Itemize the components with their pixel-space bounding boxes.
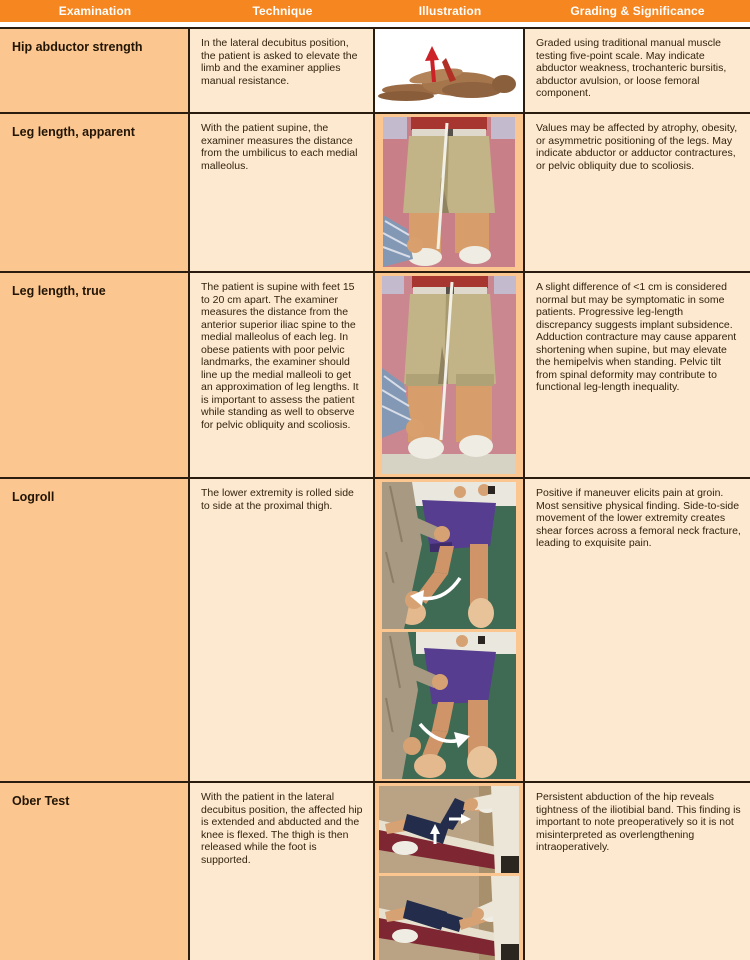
grading-cell [525,273,750,477]
illustration-cell [375,273,525,477]
examination-title: Ober Test [12,794,70,808]
ober-test-photo-released [379,876,519,960]
apparent-leg-length-photo [383,117,515,267]
grading-cell [525,114,750,271]
examination-title: Leg length, true [12,284,106,298]
examination-title: Leg length, apparent [12,125,135,139]
examination-cell [0,479,190,781]
technique-cell [190,479,375,781]
technique-text: In the lateral decubitus position, the patient is asked to elevate the limb and the examiner applies manual resistance. [201,37,358,87]
technique-cell [190,273,375,477]
grading-text: Positive if maneuver elicits pain at groin. Most sensitive physical finding. Side-to-side movement of the lower extremity creates shear forces across a femoral neck fracture, leading to exquisite pain. [536,487,741,549]
grading-text: Graded using traditional manual muscle testing five-point scale. May indicate abductor weakness, trochanteric bursitis, abductor avulsion, or loose femoral component. [536,37,727,99]
grading-text: Persistent abduction of the hip reveals tightness of the iliotibial band. This finding is important to note preoperatively so it is not misinterpreted as overlengthening intraoperatively. [536,791,741,853]
illustration-cell [375,783,525,960]
table-row [0,271,750,477]
grading-cell [525,29,750,112]
logroll-photo-internal [382,482,516,629]
examination-cell [0,29,190,112]
technique-text: With the patient supine, the examiner measures the distance from the umbilicus to each medial malleolus. [201,122,358,172]
table-row [0,112,750,271]
table-row [0,27,750,112]
illustration-cell [375,29,525,112]
grading-cell [525,479,750,781]
hip-abduction-illustration [376,32,522,110]
grading-text: A slight difference of <1 cm is considered normal but may be symptomatic in some patients. Progressive leg-length discrepancy suggests implant subsidence. Adduction contracture may cause apparent shortening when supine, but may elevate the hemipelvis when standing. Pelvic tilt from spinal deformity may contribute to functional leg-length inequality. [536,281,737,393]
technique-text: With the patient in the lateral decubitus position, the affected hip is extended and abducted and the knee is flexed. The thigh is then released while the foot is supported. [201,791,363,866]
illustration-cell [375,479,525,781]
examination-title: Hip abductor strength [12,40,143,54]
grading-cell [525,783,750,960]
technique-text: The lower extremity is rolled side to side at the proximal thigh. [201,487,354,512]
illustration-cell [375,114,525,271]
true-leg-length-photo [382,276,516,474]
technique-cell [190,783,375,960]
table-row [0,477,750,781]
header-cell-grading: Grading & Significance [570,4,705,18]
header-cell-examination: Examination [58,4,132,18]
examination-cell [0,273,190,477]
examination-cell [0,783,190,960]
grading-text: Values may be affected by atrophy, obesity, or asymmetric positioning of the legs. May indicate abductor or adductor contractures, or pelvic obliquity due to scoliosis. [536,122,738,172]
logroll-photo-external [382,632,516,779]
technique-cell [190,29,375,112]
header-cell-technique: Technique [252,4,313,18]
technique-cell [190,114,375,271]
table-header [0,0,750,22]
examination-cell [0,114,190,271]
technique-text: The patient is supine with feet 15 to 20 cm apart. The examiner measures the distance from the anterior superior iliac spine to the medial malleolus of each leg. In obese patients with poor pelvic landmarks, the examiner should line up the medial malleoli to get an approximation of leg lengths. It is important to assess the patient while standing as well to observe for pelvic obliquity and scoliosis. [201,281,359,431]
table-row [0,781,750,960]
header-cell-illustration: Illustration [418,4,482,18]
ober-test-photo-abducted [379,786,519,873]
examination-title: Logroll [12,490,55,504]
